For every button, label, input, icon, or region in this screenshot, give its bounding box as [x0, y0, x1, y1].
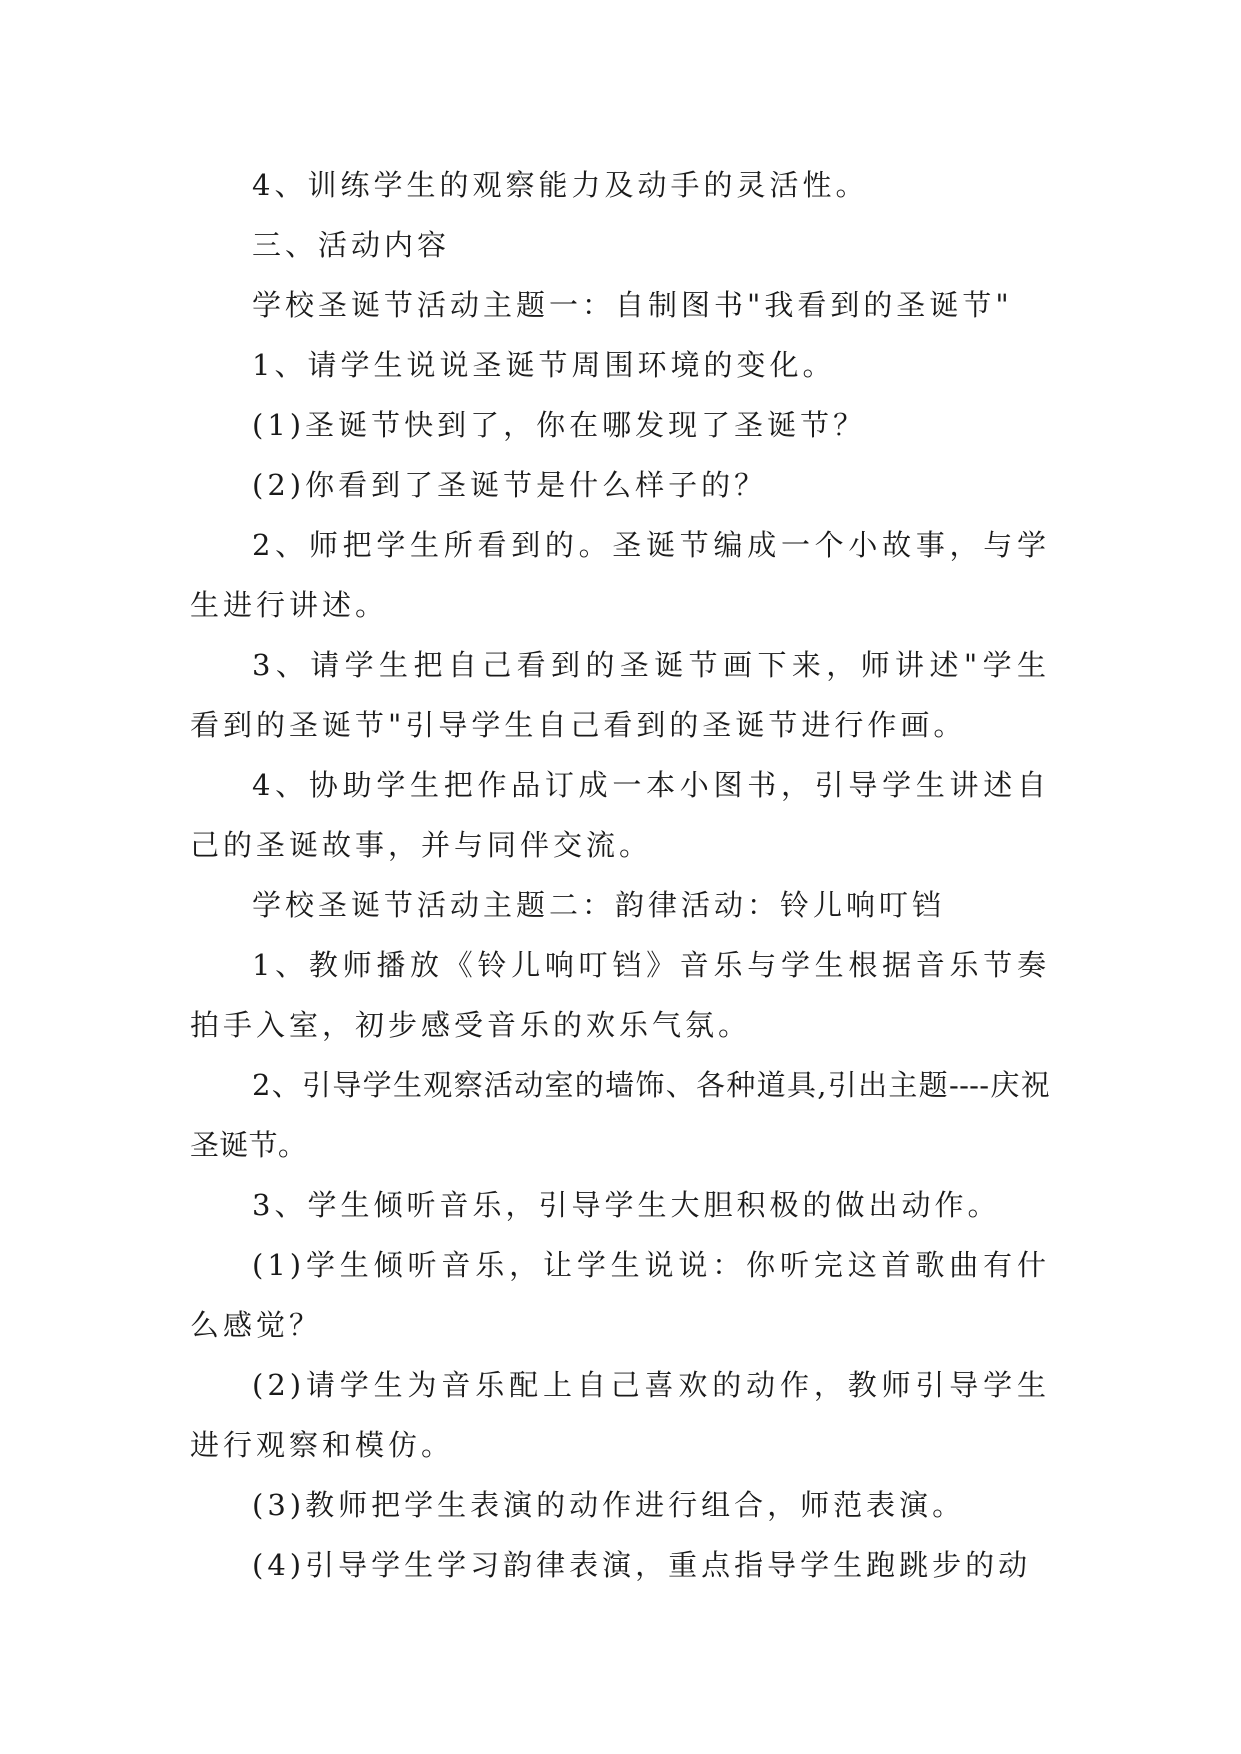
theme-one-step-1: 1、请学生说说圣诞节周围环境的变化。: [252, 348, 836, 382]
theme-one-heading: 学校圣诞节活动主题一：自制图书"我看到的圣诞节": [252, 288, 1013, 322]
theme-two-step-3-sub-3: (3)教师把学生表演的动作进行组合，师范表演。: [252, 1488, 966, 1522]
theme-one-step-1-question-1: (1)圣诞节快到了，你在哪发现了圣诞节？: [252, 408, 867, 442]
theme-two-step-1: 1、教师播放《铃儿响叮铛》音乐与学生根据音乐节奏拍手入室，初步感受音乐的欢乐气氛。: [190, 948, 1050, 1042]
theme-one-step-2: 2、师把学生所看到的。圣诞节编成一个小故事，与学生进行讲述。: [190, 528, 1050, 622]
document-body: [190, 155, 1050, 1595]
theme-one-step-4: 4、协助学生把作品订成一本小图书，引导学生讲述自己的圣诞故事，并与同伴交流。: [190, 768, 1050, 862]
theme-two-step-3-sub-2: (2)请学生为音乐配上自己喜欢的动作，教师引导学生进行观察和模仿。: [190, 1368, 1050, 1462]
theme-one-step-1-question-2: (2)你看到了圣诞节是什么样子的？: [252, 468, 768, 502]
section-heading-activity-content: 三、活动内容: [252, 228, 451, 262]
theme-two-step-3-sub-1: (1)学生倾听音乐，让学生说说：你听完这首歌曲有什么感觉？: [190, 1248, 1050, 1342]
theme-two-heading: 学校圣诞节活动主题二：韵律活动：铃儿响叮铛: [252, 888, 946, 922]
paragraph-objective-4: 4、训练学生的观察能力及动手的灵活性。: [252, 168, 869, 202]
theme-two-step-3-sub-4: (4)引导学生学习韵律表演，重点指导学生跑跳步的动: [252, 1548, 1032, 1582]
theme-two-step-3: 3、学生倾听音乐，引导学生大胆积极的做出动作。: [252, 1188, 1001, 1222]
theme-two-step-2: 2、引导学生观察活动室的墙饰、各种道具,引出主题----庆祝圣诞节。: [190, 1068, 1050, 1162]
theme-one-step-3: 3、请学生把自己看到的圣诞节画下来，师讲述"学生看到的圣诞节"引导学生自己看到的圣诞节进行作画。: [190, 648, 1050, 742]
